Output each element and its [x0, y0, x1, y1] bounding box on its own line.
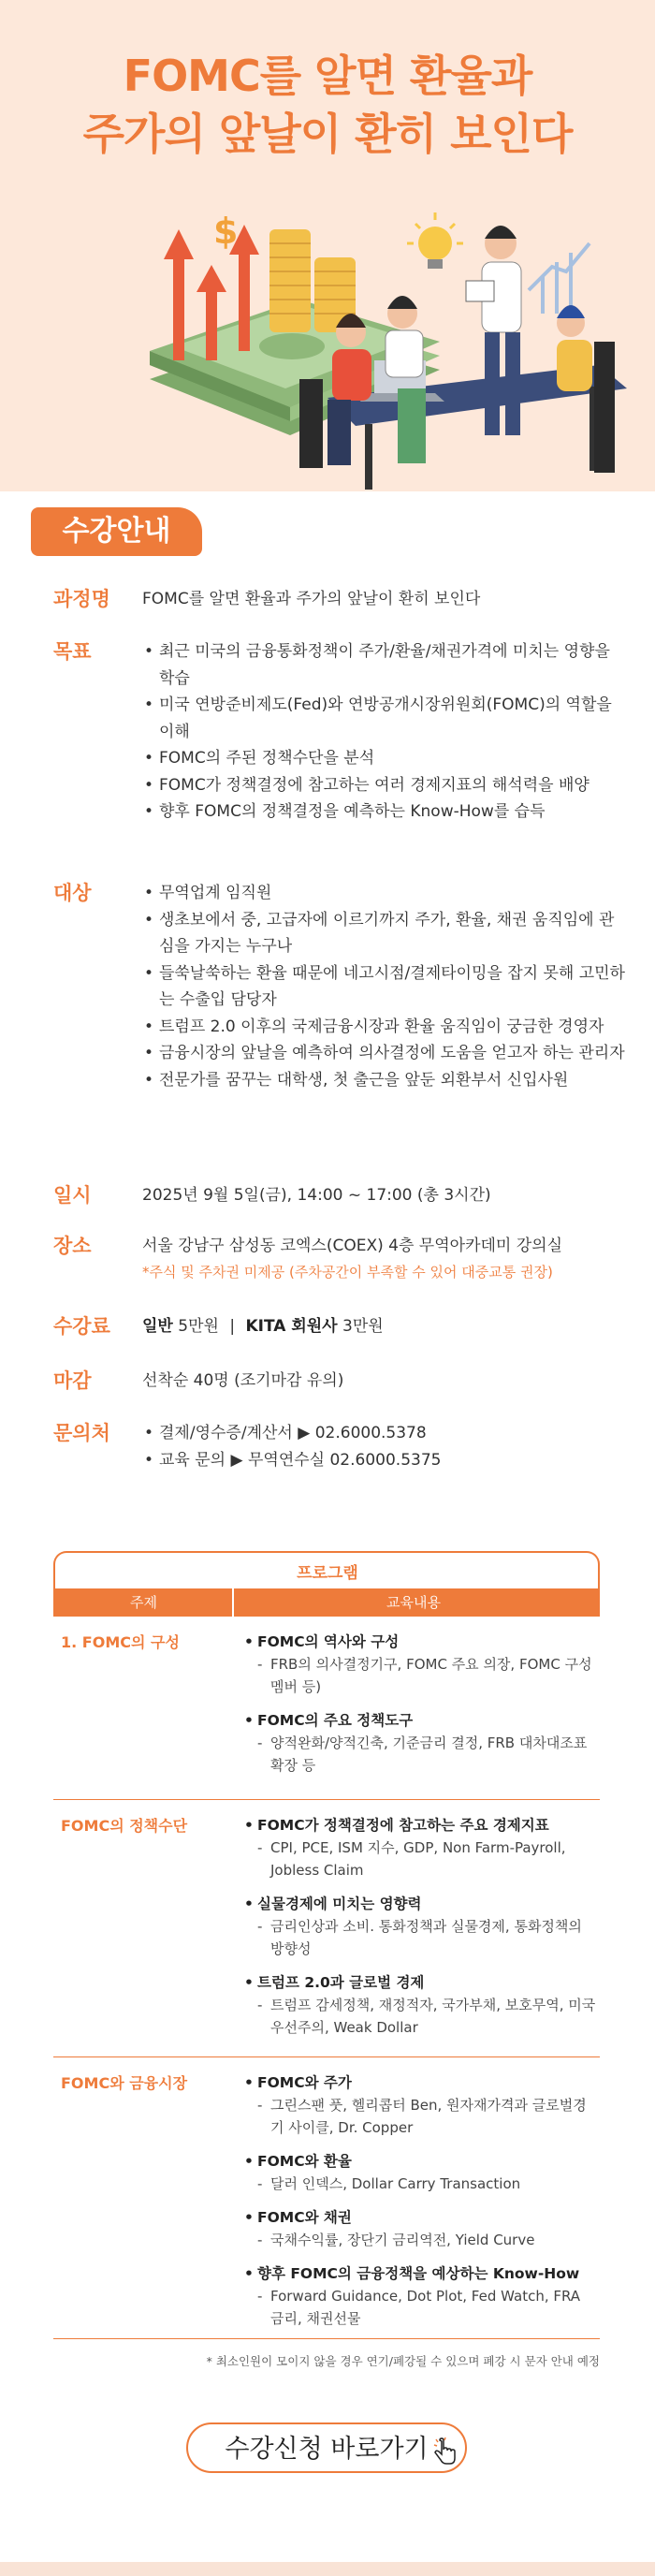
goal-item: • 최근 미국의 금융통화정책이 주가/환율/채권가격에 미치는 영향을 학습	[142, 638, 629, 692]
target-label: 대상	[53, 882, 92, 904]
dollar-symbol: $	[213, 211, 239, 252]
item-head: • 향후 FOMC의 금융정책을 예상하는 Know-How	[242, 2262, 598, 2285]
pointer-hand-icon	[433, 2437, 458, 2466]
contact-label: 문의처	[53, 1422, 110, 1444]
lightbulb-icon	[407, 212, 463, 269]
program-item	[242, 1814, 598, 1881]
deadline-label: 마감	[53, 1369, 92, 1392]
item-desc: - 그린스팬 풋, 헬리콥터 Ben, 원자재가격과 글로벌경기 사이클, Dr. Copper	[242, 2094, 598, 2139]
goal-item: • FOMC가 정책결정에 참고하는 여러 경제지표의 해석력을 배양	[142, 772, 629, 799]
course-name-value: FOMC를 알면 환율과 주가의 앞날이 환히 보인다	[142, 590, 481, 608]
section-category: 1. FOMC의 구성	[61, 1633, 180, 1651]
course-info-badge: 수강안내	[31, 507, 202, 556]
meeting-illustration	[131, 201, 636, 491]
item-desc: - 양적완화/양적긴축, 기준금리 결정, FRB 대차대조표 확장 등	[242, 1732, 598, 1777]
page-title	[0, 47, 655, 163]
item-head: • FOMC가 정책결정에 참고하는 주요 경제지표	[242, 1814, 598, 1837]
title-line-2: 주가의 앞날이 환히 보인다	[82, 109, 573, 159]
fee-member-value: 3만원	[342, 1317, 384, 1336]
course-name-label: 과정명	[53, 588, 110, 610]
item-head: • FOMC와 주가	[242, 2071, 598, 2094]
goals-label: 목표	[53, 640, 92, 663]
program-item	[242, 2206, 598, 2251]
register-button[interactable]	[186, 2422, 467, 2473]
program-item	[242, 2150, 598, 2195]
program-table-header	[53, 1588, 600, 1617]
program-footnote: * 최소인원이 모이지 않을 경우 연기/폐강될 수 있으며 폐강 시 문자 안내 예정	[206, 2354, 600, 2368]
item-desc: - 국채수익률, 장단기 금리역전, Yield Curve	[242, 2229, 598, 2251]
item-head: • 트럼프 2.0과 글로벌 경제	[242, 1971, 598, 1994]
goals-list	[142, 638, 629, 826]
rising-arrows-icon	[164, 225, 259, 360]
item-head: • FOMC와 환율	[242, 2150, 598, 2173]
contact-list	[142, 1420, 629, 1473]
target-item: • 무역업계 임직원	[142, 880, 629, 907]
place-label: 장소	[53, 1235, 92, 1257]
section-divider	[53, 2338, 600, 2339]
fee-label: 수강료	[53, 1315, 110, 1338]
fee-general-label: 일반	[142, 1317, 173, 1336]
person-woman-right	[557, 305, 615, 473]
item-desc: - FRB의 의사결정기구, FOMC 주요 의장, FOMC 구성 멤버 등)	[242, 1653, 598, 1698]
target-item: • 트럼프 2.0 이후의 국제금융시장과 환율 움직임이 궁금한 경영자	[142, 1014, 629, 1041]
contact-item: • 교육 문의 ▶ 무역연수실 02.6000.5375	[142, 1447, 629, 1474]
target-item: • 전문가를 꿈꾸는 대학생, 첫 출근을 앞둔 외환부서 신입사원	[142, 1067, 629, 1094]
growth-chart-icon	[529, 243, 590, 314]
goal-item: • 향후 FOMC의 정책결정을 예측하는 Know-How를 습득	[142, 798, 629, 826]
date-value: 2025년 9월 5일(금), 14:00 ~ 17:00 (총 3시간)	[142, 1186, 491, 1205]
program-item	[242, 1971, 598, 2039]
place-note: *주식 및 주차권 미제공 (주차공간이 부족할 수 있어 대중교통 권장)	[142, 1264, 553, 1281]
col-content: 교육내용	[386, 1594, 441, 1611]
fee-separator: |	[229, 1317, 236, 1336]
program-item	[242, 1631, 598, 1698]
item-desc: - 금리인상과 소비. 통화정책과 실물경제, 통화정책의 방향성	[242, 1915, 598, 1960]
place-value: 서울 강남구 삼성동 코엑스(COEX) 4층 무역아카데미 강의실	[142, 1237, 563, 1255]
section-category: FOMC와 금융시장	[61, 2074, 188, 2092]
target-list	[142, 880, 629, 1093]
item-desc: - CPI, PCE, ISM 지수, GDP, Non Farm-Payroll, Jobless Claim	[242, 1837, 598, 1881]
title-line-1: FOMC를 알면 환율과	[123, 51, 532, 101]
fee-general-value: 5만원	[178, 1317, 219, 1336]
target-item: • 들쑥날쑥하는 환율 때문에 네고시점/결제타이밍을 잡지 못해 고민하는 수출입 담당자	[142, 960, 629, 1014]
header-divider	[232, 1588, 234, 1617]
program-item	[242, 1893, 598, 1960]
item-head: • 실물경제에 미치는 영향력	[242, 1893, 598, 1915]
item-head: • FOMC의 역사와 구성	[242, 1631, 598, 1653]
item-desc: - 트럼프 감세정책, 재정적자, 국가부채, 보호무역, 미국 우선주의, Weak Dollar	[242, 1994, 598, 2039]
contact-item: • 결제/영수증/계산서 ▶ 02.6000.5378	[142, 1420, 629, 1447]
hero-banner	[0, 0, 655, 491]
register-button-label: 수강신청 바로가기	[225, 2435, 429, 2464]
target-item: • 생초보에서 중, 고급자에 이르기까지 주가, 환율, 채권 움직임에 관심을 가지는 누구나	[142, 907, 629, 960]
program-item	[242, 2071, 598, 2139]
goal-item: • 미국 연방준비제도(Fed)와 연방공개시장위원회(FOMC)의 역할을 이해	[142, 692, 629, 745]
item-desc: - 달러 인덱스, Dollar Carry Transaction	[242, 2173, 598, 2195]
section-category: FOMC의 정책수단	[61, 1817, 188, 1835]
col-subject: 주제	[130, 1594, 157, 1611]
item-head: • FOMC와 채권	[242, 2206, 598, 2229]
fee-member-label: KITA 회원사	[245, 1317, 338, 1336]
date-label: 일시	[53, 1184, 92, 1207]
goal-item: • FOMC의 주된 정책수단을 분석	[142, 745, 629, 772]
program-item	[242, 1709, 598, 1777]
item-head: • FOMC의 주요 정책도구	[242, 1709, 598, 1732]
item-desc: - Forward Guidance, Dot Plot, Fed Watch, FRA 금리, 채권선물	[242, 2285, 598, 2330]
target-item: • 금융시장의 앞날을 예측하여 의사결정에 도움을 얻고자 하는 관리자	[142, 1040, 629, 1067]
program-title: 프로그램	[297, 1564, 358, 1583]
program-item	[242, 2262, 598, 2330]
fee-value	[142, 1313, 638, 1339]
deadline-value: 선착순 40명 (조기마감 유의)	[142, 1371, 344, 1390]
section-divider	[53, 1799, 600, 1800]
section-divider	[53, 2056, 600, 2057]
